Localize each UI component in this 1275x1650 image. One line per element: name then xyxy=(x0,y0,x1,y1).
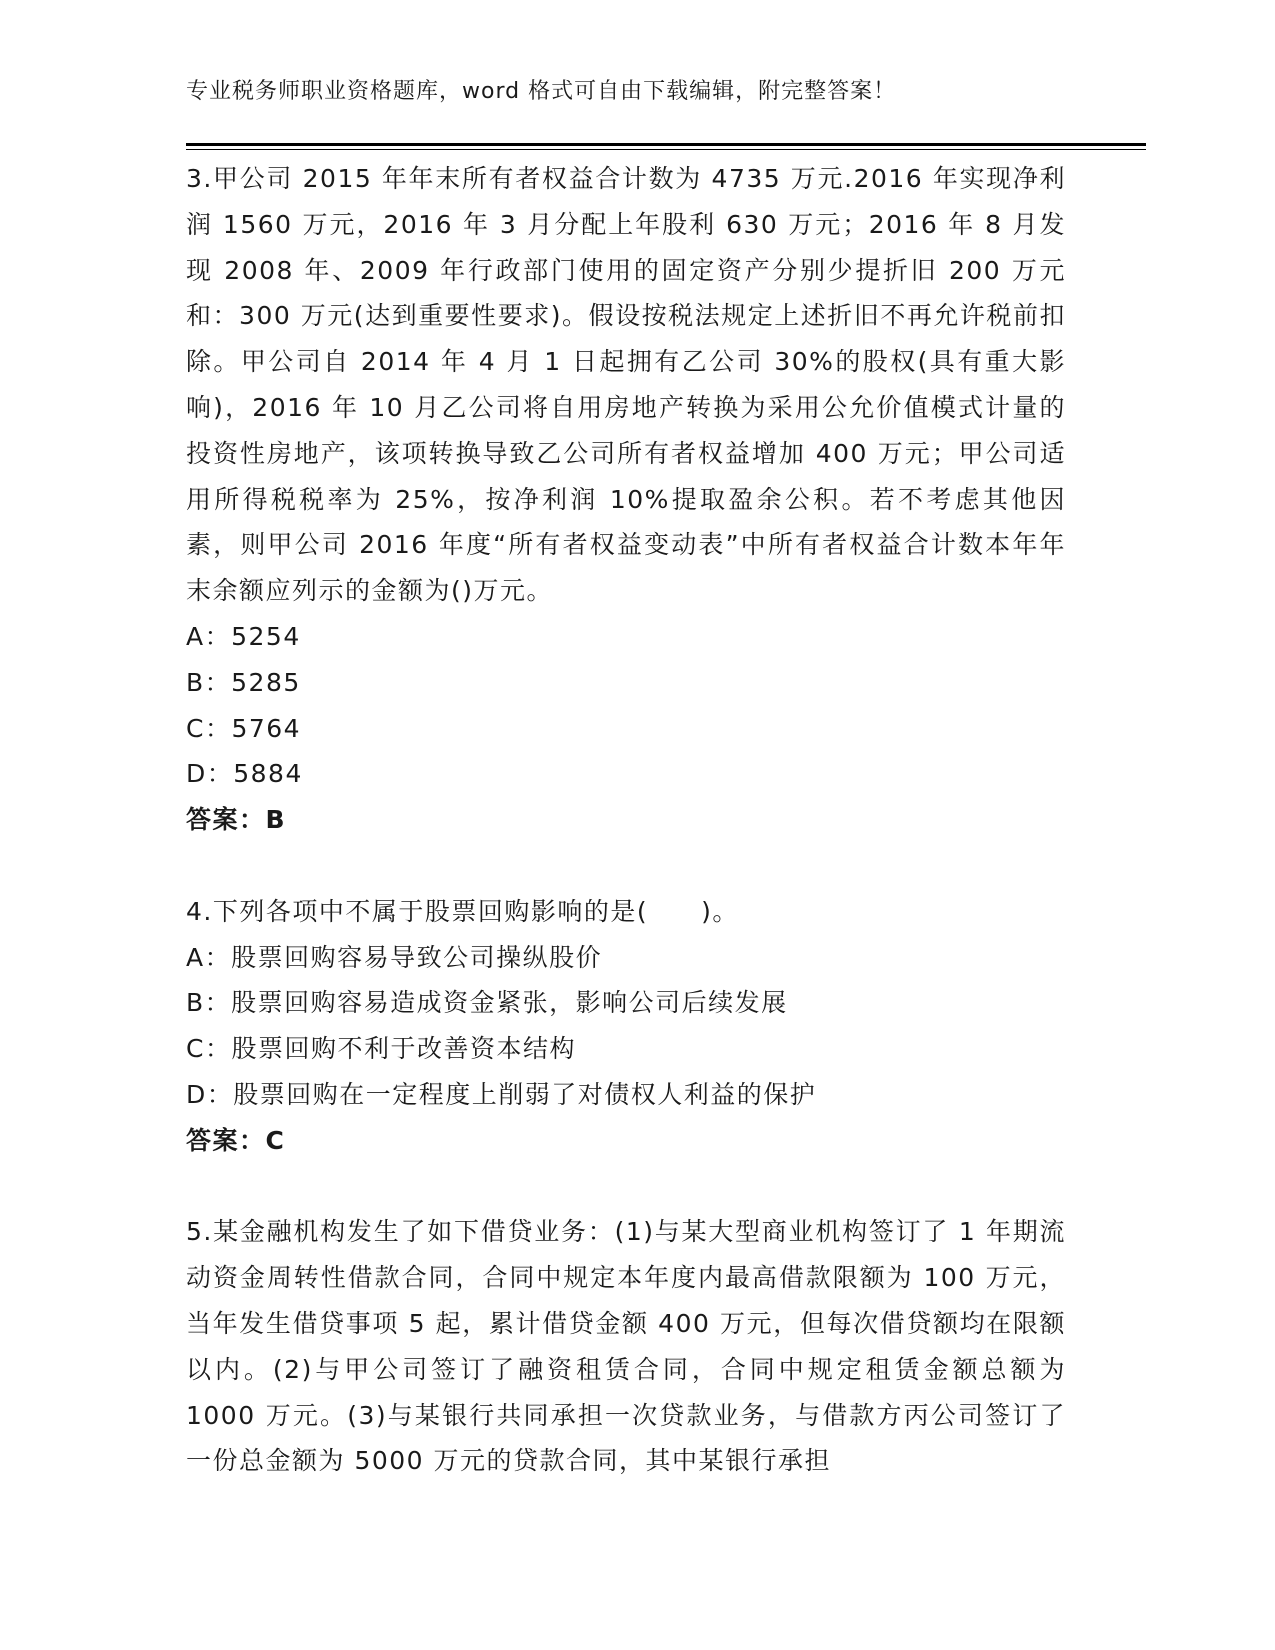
answer: 答案：C xyxy=(186,1125,286,1155)
option-b: B：股票回购容易造成资金紧张，影响公司后续发展 xyxy=(186,988,788,1018)
question-text: 4.下列各项中不属于股票回购影响的是( )。 xyxy=(186,896,739,926)
spacer xyxy=(186,1164,1066,1210)
option-c: C：股票回购不利于改善资本结构 xyxy=(186,1034,576,1064)
question-5 xyxy=(186,1209,1066,1484)
header-rule-thick xyxy=(186,143,1146,146)
option-d: D：5884 xyxy=(186,759,303,789)
document-body xyxy=(186,156,1066,1484)
option-d: D：股票回购在一定程度上削弱了对债权人利益的保护 xyxy=(186,1079,817,1109)
spacer xyxy=(186,843,1066,889)
question-text: 5.某金融机构发生了如下借贷业务：(1)与某大型商业机构签订了 1 年期流动资金周转性借款合同，合同中规定本年度内最高借款限额为 100 万元，当年发生借贷事项 5 起，累计借贷金额 400 万元，但每次借贷额均在限额以内。(2)与甲公司签订了融资租赁合同，合同中规定租赁金额总额为 1000 万元。(3)与某银行共同承担一次贷款业务，与借款方丙公司签订了一份总金额为 5000 万元的贷款合同，其中某银行承担 xyxy=(186,1217,1066,1476)
option-b: B：5285 xyxy=(186,667,301,697)
answer: 答案：B xyxy=(186,805,287,835)
question-4 xyxy=(186,889,1066,1164)
header-rule-thin xyxy=(186,149,1146,150)
option-a: A：5254 xyxy=(186,621,301,651)
question-3 xyxy=(186,156,1066,843)
option-c: C：5764 xyxy=(186,713,302,743)
page-header: 专业税务师职业资格题库，word 格式可自由下载编辑，附完整答案！ xyxy=(186,79,897,104)
option-a: A：股票回购容易导致公司操纵股价 xyxy=(186,942,603,972)
question-text: 3.甲公司 2015 年年末所有者权益合计数为 4735 万元.2016 年实现净利润 1560 万元，2016 年 3 月分配上年股利 630 万元；2016 年 8 月发现 2008 年、2009 年行政部门使用的固定资产分别少提折旧 200 万元和：300 万元(达到重要性要求)。假设按税法规定上述折旧不再允许税前扣除。甲公司自 2014 年 4 月 1 日起拥有乙公司 30%的股权(具有重大影响)，2016 年 10 月乙公司将自用房地产转换为采用公允价值模式计量的投资性房地产，该项转换导致乙公司所有者权益增加 400 万元；甲公司适用所得税税率为 25%，按净利润 10%提取盈余公积。若不考虑其他因素，则甲公司 2016 年度“所有者权益变动表”中所有者权益合计数本年年末余额应列示的金额为()万元。 xyxy=(186,164,1066,606)
